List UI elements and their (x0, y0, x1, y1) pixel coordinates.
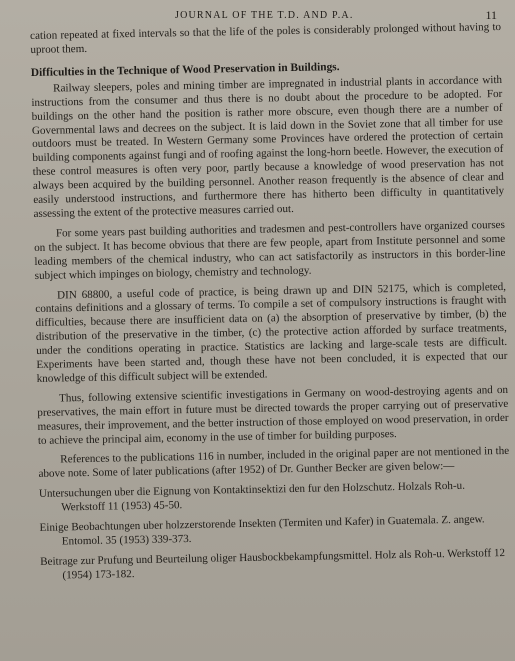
paragraph: For some years past building authorities and tradesmen and pest-controllers have organized courses on the subject. It has become obvious that there are few people, apart from Institute personnel and some leading members of the chemical industry, who can act satisfactorily as instructors in this border-line subject which impinges on biology, chemistry and technology. (34, 218, 506, 282)
page-number: 11 (485, 8, 497, 22)
journal-title: JOURNAL OF THE T.D. AND P.A. (175, 10, 354, 21)
paragraph: cation repeated at fixed intervals so that the life of the poles is considerably prolonged without having to uproot them. (30, 20, 502, 56)
paragraph: Railway sleepers, poles and mining timber are impregnated in industrial plants in accordance with instructions from the consumer and thus there is no doubt about the procedure to be adopted. For buildings on the other hand the position is rather more obscure, even though there are a number of Governmental laws and decrees on the subject. It is laid down in the Soviet zone that all timber for use outdoors must be treated. In Western Germany some Provinces have ordered the protection of certain building components against fungi and of roofing against the long-horn beetle. However, the execution of these control measures is often very poor, partly because a knowledge of wood preservation has not always been acquired by the building personnel. Another reason frequently is the absence of clear and easily understood instructions, and furthermore there has hitherto been difficulty in quantitatively assessing the extent of the protective measures carried out. (31, 73, 505, 220)
reference-item: Untersuchungen uber die Eignung von Kontaktinsektizi den fur den Holzschutz. Holzals Roh-u. Werkstoff 11 (1953) 45-50. (38, 480, 466, 514)
reference-item: Beitrage zur Prufung und Beurteilung oliger Hausbockbekampfungsmittel. Holz als Roh-u. Werkstoff 12 (1954) 173-182. (40, 546, 506, 582)
section-heading: Difficulties in the Technique of Wood Preservation in Buildings. (30, 60, 340, 79)
paragraph: Thus, following extensive scientific investigations in Germany on wood-destroying agents and on preservatives, the main effort in future must be directed towards the proper carrying out of preservative measures, their improvement, and the better instruction of those employed on wood preservation, in order to achieve the principal aim, economy in the use of timber for building purposes. (37, 383, 509, 447)
paragraph: References to the publications 116 in number, included in the original paper are not mentioned in the above note. Some of later publications (after 1952) of Dr. Gunther Becker are given below:— (38, 445, 510, 481)
reference-list (39, 479, 512, 583)
paragraph: DIN 68800, a useful code of practice, is being drawn up and DIN 52175, which is completed, contains definitions and a glossary of terms. To compile a set of compulsory instructions is fraught with difficulties, because there are insufficient data on (a) the absorption of preservative by timber, (b) the distribution of the preservative in the timber, (c) the protective action afforded by surface treatments, under the conditions operating in practice. Statistics are lacking and large-scale tests are difficult. Experiments have been started and, though these have not been concluded, it is expected that our knowledge of this difficult subject will be extended. (35, 280, 508, 385)
reference-item: Einige Beobachtungen uber holzzerstorende Insekten (Termiten und Kafer) in Guatemala. Z. angew. Entomol. 35 (1953) 339-373. (39, 513, 485, 548)
article-body (30, 21, 512, 584)
